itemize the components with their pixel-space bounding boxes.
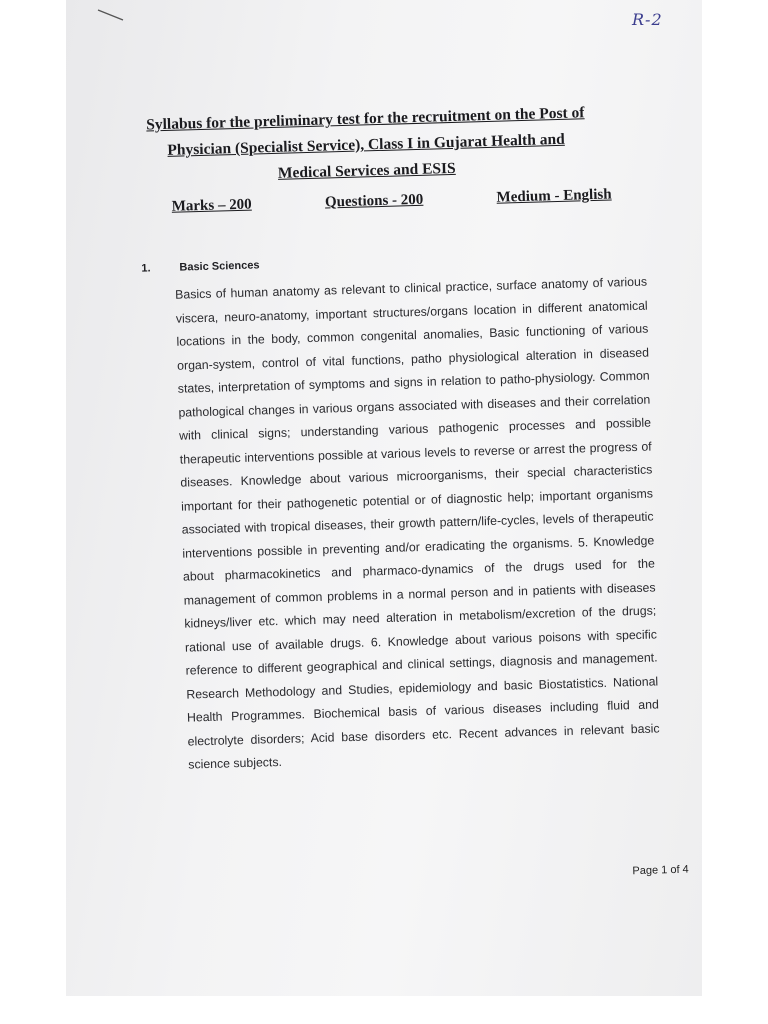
marks-label: Marks – 200	[171, 196, 252, 215]
questions-label: Questions - 200	[324, 191, 424, 211]
section-number: 1.	[141, 262, 151, 275]
page-number: Page 1 of 4	[632, 863, 689, 878]
medium-label: Medium - English	[496, 186, 612, 206]
handwritten-page-note: R-2	[632, 10, 663, 29]
document-title	[115, 99, 617, 191]
page-content	[66, 0, 702, 996]
title-line-2: Physician (Specialist Service), Class I in Gujarat Health and	[167, 130, 565, 159]
section-body-paragraph: Basics of human anatomy as relevant to clinical practice, surface anatomy of various viscera, neuro-anatomy, important structures/organs location in different anatomical locations in the body, common congenital anomalies, Basic functioning of various organ-system, control of vital functions, patho physiological alteration in diseased states, interpretation of symptoms and signs in relation to patho-physiology. Common pathological changes in various organs associated with diseases and their correlation with clinical signs; understanding various pathogenic processes and possible therapeutic interventions possible at various levels to reverse or arrest the progress of diseases. Knowledge about various microorganisms, their special characteristics important for their pathogenetic potential or of diagnostic help; important organisms associated with tropical diseases, their growth pattern/life-cycles, levels of therapeutic interventions possible in preventing and/or eradicating the organisms. 5. Knowledge about pharmacokinetics and pharmaco-dynamics of the drugs used for the management of common problems in a normal person and in patients with diseases kidneys/liver etc. which may need alteration in metabolism/excretion of the drugs; rational use of available drugs. 6. Knowledge about various poisons with specific reference to different geographical and clinical settings, diagnosis and management. Research Methodology and Studies, epidemiology and basic Biostatistics. National Health Programmes. Biochemical basis of various diseases including fluid and electrolyte disorders; Acid base disorders etc. Recent advances in relevant basic science subjects.	[174, 274, 660, 772]
title-line-3: Medical Services and ESIS	[277, 159, 456, 182]
section-heading: Basic Sciences	[179, 259, 260, 274]
document-page	[66, 0, 702, 996]
exam-meta-row	[172, 187, 612, 216]
title-line-1: Syllabus for the preliminary test for the recruitment on the Post of	[145, 104, 585, 134]
